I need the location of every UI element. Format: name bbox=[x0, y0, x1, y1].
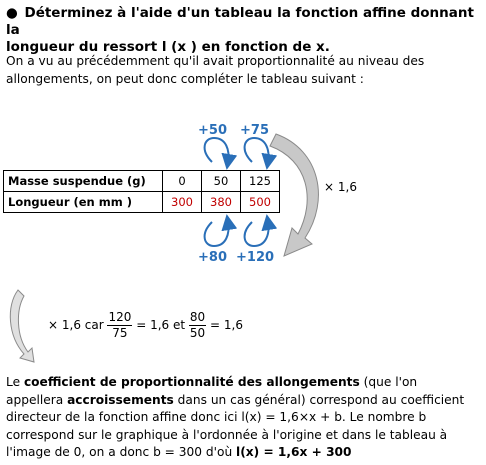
values-table bbox=[3, 170, 280, 213]
table-row bbox=[4, 192, 280, 213]
increment-bottom-2: +120 bbox=[236, 250, 275, 265]
increment-top-2: +75 bbox=[240, 123, 269, 138]
coefficient-term: coefficient de proportionnalité des allongements bbox=[23, 375, 360, 389]
intro-line-1: On a vu au précédemment qu'il avait proportionnalité au niveau des bbox=[6, 54, 425, 68]
conclusion-line-3: directeur de la fonction affine donc ici l(x) = 1,6×x + b. Le nombre b bbox=[6, 410, 427, 424]
title-line-1: Déterminez à l'aide d'un tableau la fonction affine donnant la bbox=[6, 5, 474, 38]
length-cell: 300 bbox=[163, 192, 202, 213]
side-factor: × 1,6 bbox=[324, 180, 357, 194]
justification-prefix: × 1,6 car bbox=[48, 318, 104, 332]
title-line-2: longueur du ressort l (x ) en fonction de x. bbox=[6, 39, 330, 55]
loop-arrow-top-2 bbox=[245, 138, 269, 162]
increment-bottom-1: +80 bbox=[198, 250, 227, 265]
mass-cell: 125 bbox=[241, 171, 280, 192]
accroissements-term: accroissements bbox=[67, 392, 174, 407]
length-cell: 380 bbox=[202, 192, 241, 213]
loop-arrow-bottom-2 bbox=[245, 222, 269, 246]
intro-line-2: allongements, on peut donc compléter le tableau suivant : bbox=[6, 72, 364, 86]
conclusion-paragraph: Le coefficient de proportionnalité des allongements (que l'on appellera accroissements dans un cas général) correspond au coefficient directeur de la fonction affine donc ici l(x) = 1,6×x + b. Le nombre b correspond sur le graphique à l'ordonnée à l'origine et dans le tableau à l'image de 0, on a donc b = 300 d'où l(x) = 1,6x + 300 bbox=[6, 375, 465, 459]
justification-line bbox=[48, 310, 243, 341]
et-label: et bbox=[173, 318, 186, 332]
equals-2: = 1,6 bbox=[210, 318, 243, 332]
row-label-mass: Masse suspendue (g) bbox=[4, 171, 163, 192]
mass-cell: 50 bbox=[202, 171, 241, 192]
bullet-icon: ● bbox=[6, 5, 18, 21]
loop-arrow-bottom-1 bbox=[205, 222, 229, 246]
increment-top-1: +50 bbox=[198, 123, 227, 138]
left-curved-arrow bbox=[10, 290, 34, 362]
row-label-length: Longueur (en mm ) bbox=[4, 192, 163, 213]
fraction-80-50: $\frac{80}{50}$ bbox=[189, 310, 206, 340]
equals-1: = 1,6 bbox=[136, 318, 170, 332]
table-row bbox=[4, 171, 280, 192]
loop-arrow-top-1 bbox=[205, 138, 229, 162]
conclusion-line-4: correspond sur le graphique à l'ordonnée à l'origine et dans le tableau à bbox=[6, 427, 448, 442]
mass-cell: 0 bbox=[163, 171, 202, 192]
length-cell: 500 bbox=[241, 192, 280, 213]
fraction-120-75: $\frac{120}{75}$ bbox=[108, 310, 132, 340]
final-formula: l(x) = 1,6x + 300 bbox=[236, 445, 352, 459]
